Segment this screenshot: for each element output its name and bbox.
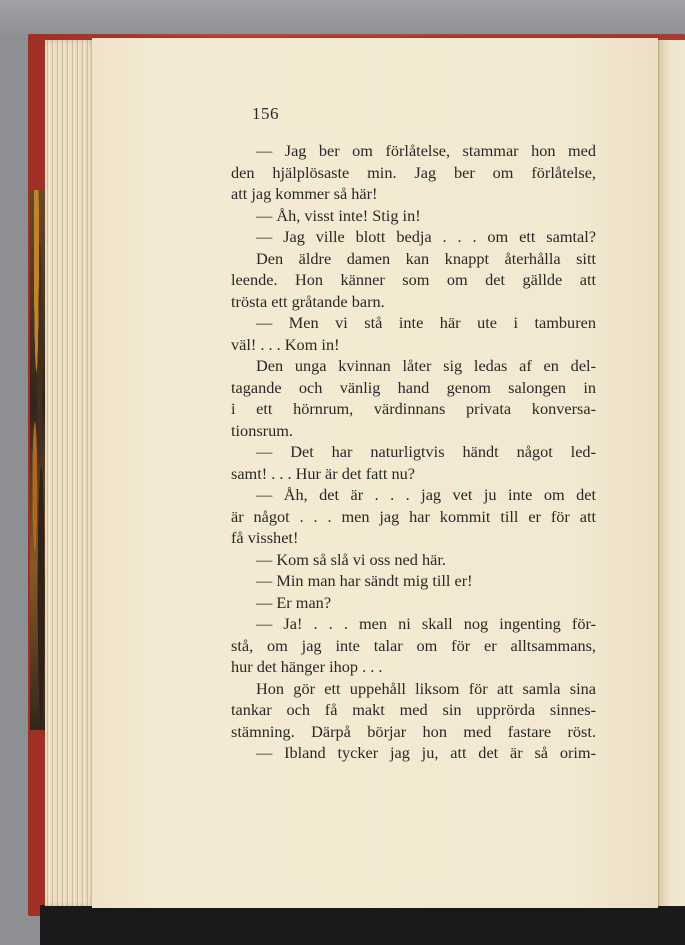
- scan-background: [0, 0, 685, 34]
- body-text: [231, 140, 596, 764]
- text-line: tionsrum.: [231, 420, 293, 440]
- text-line: väl! . . . Kom in!: [231, 334, 340, 354]
- text-line: — Jag ber om förlåtelse, stammar hon med: [256, 141, 596, 160]
- text-line: stå, om jag inte talar om för er alltsammans,: [231, 635, 596, 655]
- text-line: Den unga kvinnan låter sig ledas af en del-: [256, 356, 596, 375]
- text-line: tankar och få makt med sin upprörda sinnes-: [231, 700, 596, 719]
- text-line: — Ibland tycker jag ju, att det är så orim-: [256, 743, 596, 762]
- page-block-edges: [45, 40, 97, 906]
- text-line: — Det har naturligtvis händt något led-: [256, 442, 596, 461]
- text-line: att jag kommer så här!: [231, 184, 378, 203]
- text-line: — Kom så slå vi oss ned här.: [256, 549, 446, 569]
- text-line: få visshet!: [231, 528, 299, 547]
- text-line: stämning. Därpå börjar hon med fastare röst.: [231, 721, 596, 741]
- text-line: — Er man?: [256, 592, 332, 612]
- text-line: — Min man har sändt mig till er!: [256, 571, 473, 590]
- text-line: är något . . . men jag har kommit till er för att: [231, 506, 596, 526]
- text-line: hur det hänger ihop . . .: [231, 657, 383, 676]
- page-number: 156: [252, 104, 279, 123]
- text-line: samt! . . . Hur är det fatt nu?: [231, 463, 416, 483]
- text-line: — Men vi stå inte här ute i tamburen: [256, 313, 596, 332]
- text-line: — Åh, visst inte! Stig in!: [256, 205, 421, 225]
- text-line: — Ja! . . . men ni skall nog ingenting för-: [256, 614, 596, 633]
- text-line: — Jag ville blott bedja . . . om ett samtal?: [256, 227, 596, 246]
- text-line: — Åh, det är . . . jag vet ju inte om det: [256, 485, 596, 504]
- text-line: Den äldre damen kan knappt återhålla sitt: [256, 248, 596, 268]
- marbled-spine-edge: [30, 190, 46, 730]
- text-line: den hjälplösaste min. Jag ber om förlåtelse,: [231, 162, 596, 182]
- text-line: leende. Hon känner som om det gällde att: [231, 270, 596, 289]
- next-page-edge: [658, 40, 685, 906]
- text-line: tagande och vänlig hand genom salongen in: [231, 377, 596, 397]
- scan-bottom-shadow: [40, 905, 685, 945]
- text-line: trösta ett gråtande barn.: [231, 291, 385, 311]
- text-line: i ett hörnrum, värdinnans privata konversa-: [231, 399, 596, 418]
- text-line: Hon gör ett uppehåll liksom för att samla sina: [256, 678, 596, 698]
